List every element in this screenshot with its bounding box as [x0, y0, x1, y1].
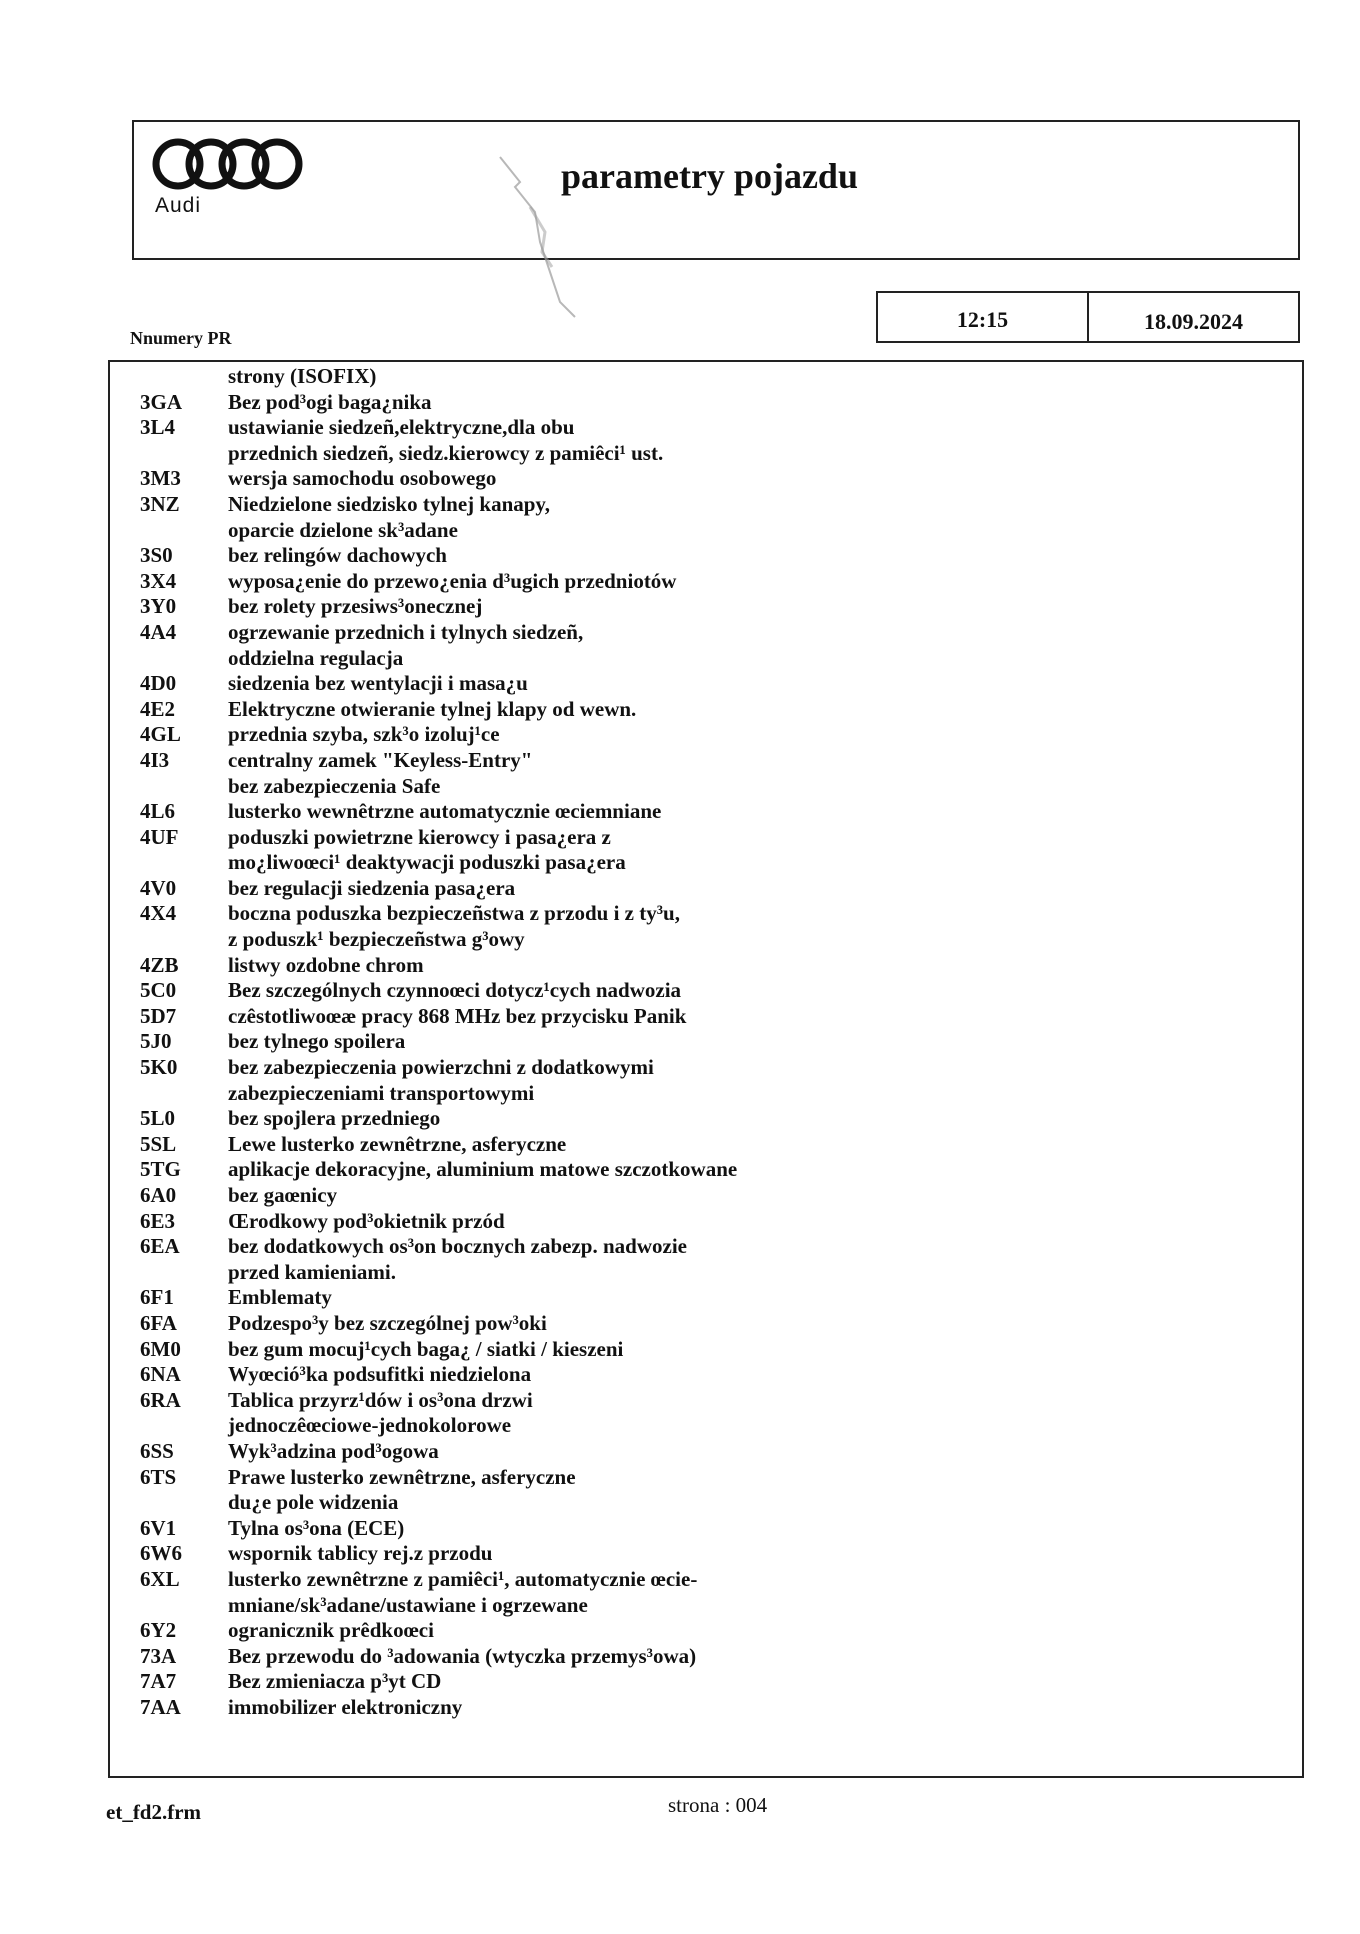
pr-code: 6NA [140, 1362, 181, 1387]
table-row [118, 364, 1218, 390]
pr-code: 6EA [140, 1234, 180, 1259]
table-row [118, 876, 1218, 902]
pr-description: wspornik tablicy rej.z przodu [228, 1541, 493, 1566]
table-row [118, 492, 1218, 543]
pr-code: 6SS [140, 1438, 174, 1463]
timestamp-box [876, 291, 1300, 343]
pr-description: Elektryczne otwieranie tylnej klapy od wewn. [228, 696, 637, 721]
pr-description: strony (ISOFIX) [228, 364, 377, 388]
table-row [118, 1567, 1218, 1618]
document-title: parametry pojazdu [561, 156, 858, 196]
table-row [118, 1362, 1218, 1388]
pr-code: 6W6 [140, 1541, 182, 1566]
pr-description: bez relingów dachowych [228, 543, 447, 568]
table-row [118, 543, 1218, 569]
table-row [118, 1388, 1218, 1439]
table-row [118, 1439, 1218, 1465]
pr-description: Emblematy [228, 1285, 332, 1310]
pr-code: 6M0 [140, 1336, 181, 1361]
pr-description: Tablica przyrz¹dów i os³ona drzwi jednoczêœciowe-jednokolorowe [228, 1387, 533, 1438]
date-value: 18.09.2024 [1144, 309, 1243, 334]
pr-description: Wyk³adzina pod³ogowa [228, 1438, 439, 1463]
pr-description: Bez zmieniacza p³yt CD [228, 1669, 442, 1694]
pr-description: bez tylnego spoilera [228, 1029, 406, 1054]
pr-code: 5D7 [140, 1003, 177, 1028]
pr-code: 4ZB [140, 952, 179, 977]
pr-code: 6TS [140, 1464, 177, 1489]
table-row [118, 1516, 1218, 1542]
pr-description: Œrodkowy pod³okietnik przód [228, 1208, 505, 1233]
pr-description: Tylna os³ona (ECE) [228, 1515, 405, 1540]
table-row [118, 1285, 1218, 1311]
pr-description: bez gaœnicy [228, 1183, 338, 1207]
table-row [118, 1644, 1218, 1670]
pr-code: 4UF [140, 824, 179, 849]
table-row [118, 1157, 1218, 1183]
pr-description: Podzespo³y bez szczególnej pow³oki [228, 1310, 547, 1335]
table-row [118, 390, 1218, 416]
pr-code: 4A4 [140, 619, 177, 644]
table-row [118, 1311, 1218, 1337]
table-row [118, 466, 1218, 492]
table-row [118, 1029, 1218, 1055]
pr-description: boczna poduszka bezpieczeñstwa z przodu i z ty³u, z poduszk¹ bezpieczeñstwa g³owy [228, 901, 680, 952]
pr-code: 5J0 [140, 1029, 172, 1054]
pr-description: ogranicznik prêdkoœci [228, 1618, 434, 1643]
pr-description: Niedzielone siedzisko tylnej kanapy, oparcie dzielone sk³adane [228, 491, 551, 542]
pr-description: ogrzewanie przednich i tylnych siedzeñ, oddzielna regulacja [228, 619, 584, 670]
pr-description: Prawe lusterko zewnêtrzne, asferyczne du¿e pole widzenia [228, 1464, 576, 1515]
pr-description: bez gum mocuj¹cych baga¿ / siatki / kieszeni [228, 1336, 624, 1361]
pr-code: 3NZ [140, 491, 180, 516]
pr-description: immobilizer elektroniczny [228, 1694, 463, 1719]
pr-code: 6A0 [140, 1183, 177, 1207]
pr-code: 6F1 [140, 1285, 174, 1310]
table-row [118, 1465, 1218, 1516]
pr-description: aplikacje dekoracyjne, aluminium matowe szczotkowane [228, 1157, 738, 1182]
pr-code: 5C0 [140, 978, 177, 1003]
pr-code: 3L4 [140, 415, 176, 440]
table-row [118, 569, 1218, 595]
pr-code: 73A [140, 1643, 177, 1668]
pr-code: 7A7 [140, 1669, 177, 1694]
table-row [118, 1337, 1218, 1363]
pr-code: 6FA [140, 1310, 177, 1335]
pr-code: 4D0 [140, 671, 177, 696]
pr-description: ustawianie siedzeñ,elektryczne,dla obu przednich siedzeñ, siedz.kierowcy z pamiêci¹ ust. [228, 415, 664, 465]
pr-code: 3M3 [140, 466, 181, 491]
pr-description: listwy ozdobne chrom [228, 952, 424, 977]
pr-code: 3Y0 [140, 594, 177, 619]
section-label: Nnumery PR [130, 328, 232, 348]
table-row [118, 722, 1218, 748]
pr-code: 6V1 [140, 1515, 177, 1540]
table-row [118, 620, 1218, 671]
pr-code: 4GL [140, 722, 181, 747]
table-row [118, 953, 1218, 979]
pr-code: 6XL [140, 1566, 180, 1591]
table-row [118, 799, 1218, 825]
pr-code: 5SL [140, 1131, 177, 1156]
form-name: et_fd2.frm [106, 1800, 202, 1824]
pr-description: poduszki powietrzne kierowcy i pasa¿era z mo¿liwoœci¹ deaktywacji poduszki pasa¿era [228, 824, 626, 875]
table-row [118, 978, 1218, 1004]
table-row [118, 1004, 1218, 1030]
pr-code: 5K0 [140, 1055, 178, 1080]
pr-description: przednia szyba, szk³o izoluj¹ce [228, 722, 500, 747]
pr-code: 5TG [140, 1157, 181, 1182]
table-row [118, 697, 1218, 723]
table-row [118, 748, 1218, 799]
pr-code: 6E3 [140, 1208, 176, 1233]
table-row [118, 671, 1218, 697]
brand-name: Audi [155, 194, 202, 217]
page-number: strona : 004 [668, 1793, 768, 1817]
pr-code: 4V0 [140, 875, 177, 900]
table-row [118, 1183, 1218, 1209]
table-row [118, 1106, 1218, 1132]
table-row [118, 1669, 1218, 1695]
pr-description: siedzenia bez wentylacji i masa¿u [228, 671, 528, 696]
table-row [118, 1618, 1218, 1644]
pr-description: Bez pod³ogi baga¿nika [228, 389, 432, 414]
pr-code: 3GA [140, 389, 182, 414]
pr-code: 6Y2 [140, 1618, 177, 1643]
table-row [118, 1695, 1218, 1721]
pr-description: bez spojlera przedniego [228, 1106, 441, 1131]
pr-code: 4E2 [140, 696, 176, 721]
pr-description: Bez szczególnych czynnoœci dotycz¹cych nadwozia [228, 978, 682, 1003]
pr-code: 4X4 [140, 901, 177, 926]
pr-description: Wyœció³ka podsufitki niedzielona [228, 1362, 532, 1387]
pr-description: centralny zamek "Keyless-Entry" bez zabezpieczenia Safe [228, 747, 533, 798]
pr-code: 6RA [140, 1387, 181, 1412]
pr-description: Bez przewodu do ³adowania (wtyczka przemys³owa) [228, 1643, 697, 1668]
table-row [118, 415, 1218, 466]
pr-description: bez rolety przesiws³onecznej [228, 594, 483, 619]
pr-code: 3X4 [140, 568, 177, 593]
pr-code: 5L0 [140, 1106, 176, 1131]
table-row [118, 594, 1218, 620]
table-row [118, 1055, 1218, 1106]
pr-description: wyposa¿enie do przewo¿enia d³ugich przedniotów [228, 568, 677, 593]
pr-code: 4I3 [140, 747, 170, 772]
pr-description: czêstotliwoœæ pracy 868 MHz bez przycisku Panik [228, 1003, 687, 1028]
table-row [118, 825, 1218, 876]
table-row [118, 1234, 1218, 1285]
table-row [118, 901, 1218, 952]
pr-description: lusterko zewnêtrzne z pamiêci¹, automatycznie œcie- mniane/sk³adane/ustawiane i ogrzewane [228, 1566, 698, 1617]
pr-codes-list [118, 364, 1218, 1720]
time-value: 12:15 [878, 293, 1089, 341]
pr-description: bez dodatkowych os³on bocznych zabezp. nadwozie przed kamieniami. [228, 1234, 687, 1284]
pr-description: bez regulacji siedzenia pasa¿era [228, 875, 516, 900]
pr-code: 3S0 [140, 543, 173, 568]
pr-description: wersja samochodu osobowego [228, 466, 497, 491]
pr-code: 7AA [140, 1694, 181, 1719]
table-row [118, 1209, 1218, 1235]
pr-description: lusterko wewnêtrzne automatycznie œciemniane [228, 799, 662, 824]
pr-description: bez zabezpieczenia powierzchni z dodatkowymi zabezpieczeniami transportowymi [228, 1055, 654, 1105]
table-row [118, 1132, 1218, 1158]
pr-code: 4L6 [140, 799, 176, 824]
pr-description: Lewe lusterko zewnêtrzne, asferyczne [228, 1131, 567, 1156]
table-row [118, 1541, 1218, 1567]
